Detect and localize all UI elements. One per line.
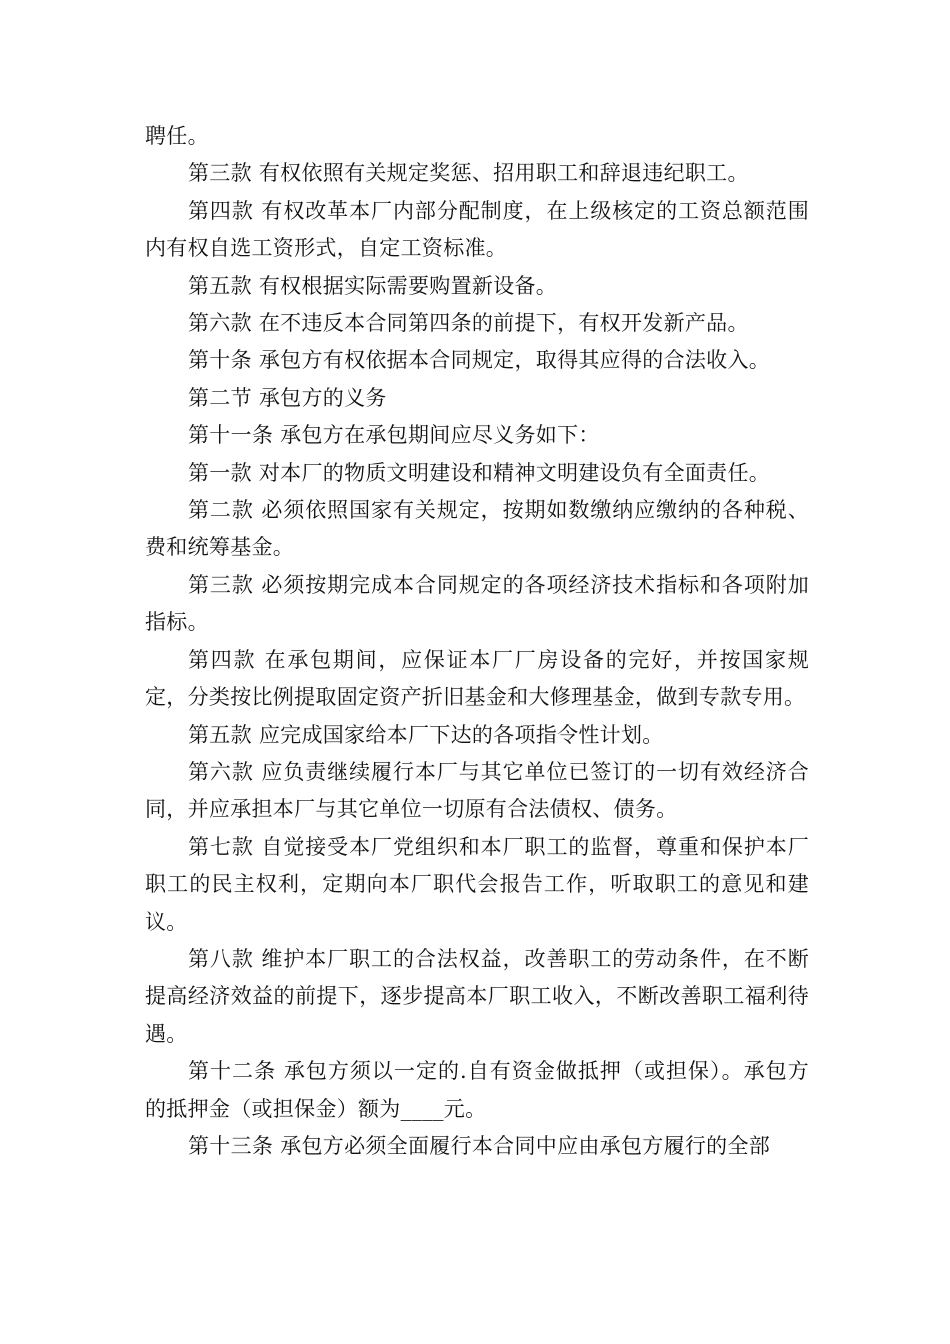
paragraph-12 bbox=[145, 642, 809, 717]
text-line: 第一款 对本厂的物质文明建设和精神文明建设负有全面责任。 bbox=[188, 460, 771, 485]
text-line: 第五款 应完成国家给本厂下达的各项指令性计划。 bbox=[188, 722, 664, 747]
text-line: 加指标。 bbox=[145, 572, 809, 635]
paragraph-5 bbox=[145, 305, 809, 342]
text-line: 第六款 在不违反本合同第四条的前提下，有权开发新产品。 bbox=[188, 311, 749, 336]
paragraph-9 bbox=[145, 455, 809, 492]
text-line: 定，分类按比例提取固定资产折旧基金和大修理基金，做到专款专 bbox=[145, 685, 763, 710]
paragraph-14 bbox=[145, 754, 809, 829]
text-line: 第四款 有权改革本厂内部分配制度，在上级核定的工资总额范 bbox=[188, 198, 788, 223]
section-heading bbox=[145, 380, 809, 417]
paragraph-2 bbox=[145, 155, 809, 192]
text-line: 第十一条 承包方在承包期间应尽义务如下： bbox=[188, 423, 600, 448]
paragraph-10 bbox=[145, 492, 809, 567]
document-page bbox=[145, 118, 809, 1165]
paragraph-1 bbox=[145, 118, 809, 155]
text-line: 厂职工的民主权利，定期向本厂职代会报告工作，听取职工的意见 bbox=[145, 834, 809, 897]
text-line: 第八款 维护本厂职工的合法权益，改善职工的劳动条件，在不 bbox=[188, 946, 788, 971]
paragraph-18 bbox=[145, 1128, 809, 1165]
text-line: 方的抵押金（或担保金）额为____元。 bbox=[145, 1059, 809, 1121]
text-line: 合同，并应承担本厂与其它单位一切原有合法债权、债务。 bbox=[145, 759, 809, 822]
text-line: 第十条 承包方有权依据本合同规定，取得其应得的合法收入。 bbox=[188, 348, 771, 373]
text-line: 第十三条 承包方必须全面履行本合同中应由承包方履行的全部 bbox=[188, 1133, 771, 1158]
text-line: 第七款 自觉接受本厂党组织和本厂职工的监督，尊重和保护本 bbox=[188, 834, 788, 859]
text-line: 第二款 必须依照国家有关规定，按期如数缴纳应缴纳的各种税、 bbox=[188, 498, 809, 523]
text-line: 费和统筹基金。 bbox=[145, 535, 295, 560]
text-line: 第六款 应负责继续履行本厂与其它单位已签订的一切有效经济 bbox=[188, 759, 788, 784]
paragraph-16 bbox=[145, 941, 809, 1053]
paragraph-3 bbox=[145, 193, 809, 268]
paragraph-6 bbox=[145, 342, 809, 379]
text-line: 福利待遇。 bbox=[145, 984, 809, 1046]
paragraph-13 bbox=[145, 717, 809, 754]
paragraph-4 bbox=[145, 268, 809, 305]
paragraph-8 bbox=[145, 417, 809, 454]
text-line: 第三款 有权依照有关规定奖惩、招用职工和辞退违纪职工。 bbox=[188, 161, 749, 186]
text-line: 第四款 在承包期间，应保证本厂厂房设备的完好，并按国家规 bbox=[188, 647, 809, 672]
text-line: 第二节 承包方的义务 bbox=[188, 385, 387, 410]
text-line: 断提高经济效益的前提下，逐步提高本厂职工收入，不断改善职工 bbox=[145, 946, 809, 1009]
text-line: 围内有权自选工资形式，自定工资标准。 bbox=[145, 198, 809, 261]
text-line: 用。 bbox=[762, 685, 806, 710]
text-line: 第五款 有权根据实际需要购置新设备。 bbox=[188, 273, 558, 298]
text-line: 聘任。 bbox=[145, 124, 209, 148]
text-line: 第三款 必须按期完成本合同规定的各项经济技术指标和各项附 bbox=[188, 572, 788, 597]
paragraph-15 bbox=[145, 829, 809, 941]
text-line: 和建议。 bbox=[145, 872, 809, 934]
text-line: 第十二条 承包方须以一定的.自有资金做抵押（或担保）。承包 bbox=[188, 1059, 788, 1084]
paragraph-17 bbox=[145, 1053, 809, 1128]
paragraph-11 bbox=[145, 567, 809, 642]
